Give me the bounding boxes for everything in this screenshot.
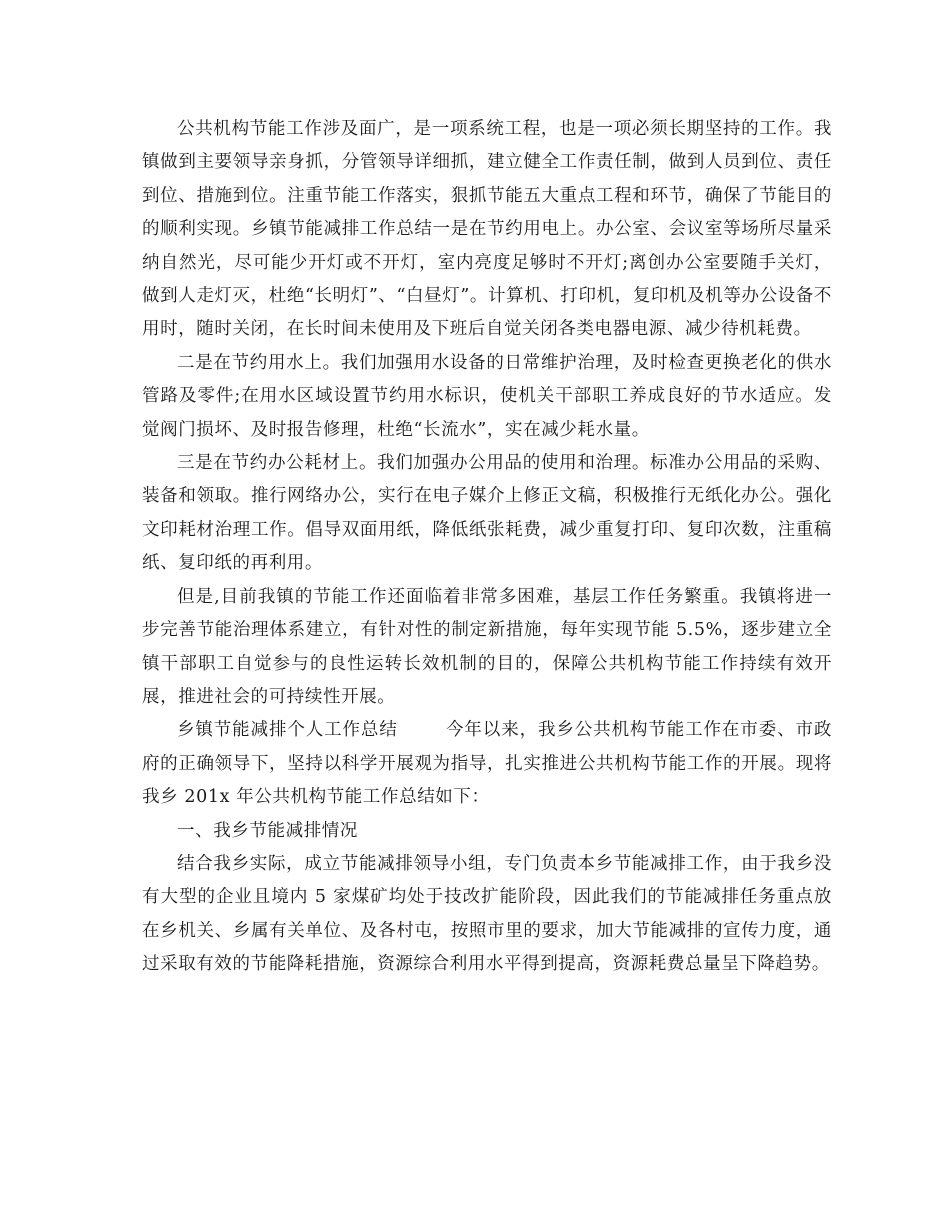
section-heading: 一、我乡节能减排情况	[177, 820, 358, 841]
paragraph-water: 二是在节约用水上。我们加强用水设备的日常维护治理，及时检查更换老化的供水管路及零件;在用水区域设置节约用水标识，使机关干部职工养成良好的节水适应。发觉阀门损坏、及时报告修理，杜绝“长流水”，实在减少耗水量。	[142, 352, 832, 440]
summary-intro: 今年以来，我乡公共机构节能工作在市委、市政府的正确领导下，坚持以科学开展观为指导，扎实推进公共机构节能工作的开展。现将我乡 201x 年公共机构节能工作总结如下：	[142, 720, 832, 808]
paragraph-office-supplies: 三是在节约办公耗材上。我们加强办公用品的使用和治理。标准办公用品的采购、装备和领取。推行网络办公，实行在电子媒介上修正文稿，积极推行无纸化办公。强化文印耗材治理工作。倡导双面用纸，降低纸张耗费，减少重复打印、复印次数，注重稿纸、复印纸的再利用。	[142, 453, 832, 574]
summary-title: 乡镇节能减排个人工作总结	[177, 720, 398, 741]
paragraph-challenges: 但是,目前我镇的节能工作还面临着非常多困难，基层工作任务繁重。我镇将进一步完善节能治理体系建立，有针对性的制定新措施，每年实现节能 5.5%，逐步建立全镇干部职工自觉参与的良性运转长效机制的目的，保障公共机构节能工作持续有效开展，推进社会的可持续性开展。	[142, 586, 832, 707]
document-body	[142, 113, 832, 982]
paragraph-electricity: 公共机构节能工作涉及面广，是一项系统工程，也是一项必须长期坚持的工作。我镇做到主要领导亲身抓，分管领导详细抓，建立健全工作责任制，做到人员到位、责任到位、措施到位。注重节能工作落实，狠抓节能五大重点工程和环节，确保了节能目的的顺利实现。乡镇节能减排工作总结一是在节约用电上。办公室、会议室等场所尽量采纳自然光，尽可能少开灯或不开灯，室内亮度足够时不开灯;离创办公室要随手关灯，做到人走灯灭，杜绝“长明灯”、“白昼灯”。计算机、打印机，复印机及机等办公设备不用时，随时关闭，在长时间未使用及下班后自觉关闭各类电器电源、减少待机耗费。	[142, 119, 832, 340]
paragraph-section-body: 结合我乡实际，成立节能减排领导小组，专门负责本乡节能减排工作，由于我乡没有大型的企业且境内 5 家煤矿均处于技改扩能阶段，因此我们的节能减排任务重点放在乡机关、乡属有关单位、及各村屯，按照市里的要求，加大节能减排的宣传力度，通过采取有效的节能降耗措施，资源综合利用水平得到提高，资源耗费总量呈下降趋势。	[142, 853, 832, 975]
paragraph-summary	[142, 714, 832, 814]
